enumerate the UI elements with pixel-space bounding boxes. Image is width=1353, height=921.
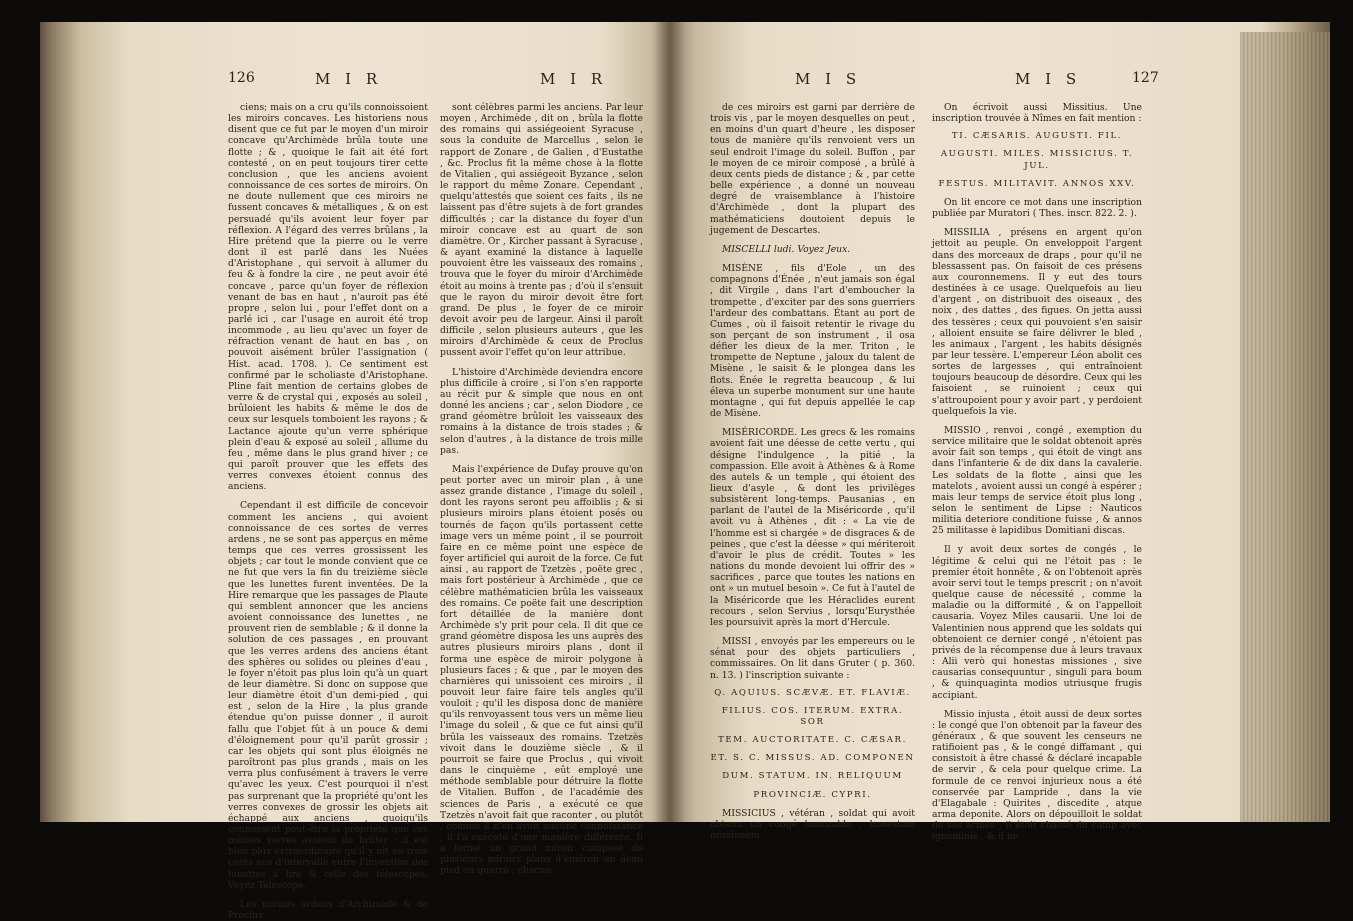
book-gutter (655, 22, 685, 822)
paragraph: MISSICIUS , vétéran , soldat qui avoit obtenu un congé honorable , honestam missionem. (710, 807, 915, 842)
running-head-left-1: M I R (315, 70, 383, 88)
right-column-2 (932, 102, 1142, 843)
paragraph: On lit encore ce mot dans une inscription publiée par Muratori ( Thes. inscr. 822. 2. ). (932, 196, 1142, 220)
running-head-left-2: M I R (540, 70, 608, 88)
page-number-right: 127 (1132, 70, 1159, 86)
inscription-line: FESTUS. MILITAVIT. ANNOS XXV. (938, 178, 1136, 189)
left-column-1 (228, 102, 428, 921)
inscription-line: Q. AQUIUS. SCÆVÆ. ET. FLAVIÆ. (714, 687, 911, 698)
running-head-right-2: M I S (1015, 70, 1082, 88)
paragraph: L'histoire d'Archimède deviendra encore plus difficile à croire , si l'on s'en rapporte au récit pur & simple que nous en ont donné les anciens ; car , selon Diodore , ce grand géomètre brûloit les vaisseaux des romains à la distance de trois stades ; & selon d'autres , à la distance de trois mille pas. (440, 366, 643, 456)
right-column-1 (710, 102, 915, 842)
paragraph: Missio injusta , étoit aussi de deux sortes : le congé que l'on obtenoit par la faveur des généraux , & que souvent les censeurs ne ratifioient pas , & le congé diffamant , qui consistoit à être chassé & déclaré incapable de servir , & cela pour quelque crime. La formule de ce renvoi injurieux nous a été conservée par Lampride , dans la vie d'Elagabale : Quirites , discedite , atque arma deponite. Alors on dépouilloit le soldat de ses armes , il étoit chassé du camp avec ignominie , & il ne (932, 708, 1142, 843)
paragraph: sont célèbres parmi les anciens. Par leur moyen , Archimède , dit on , brûla la flotte des romains qui assiégeoient Syracuse , sous la conduite de Marcellus , selon le rapport de Zonare , de Galien , d'Eustathe , &c. Proclus fit la même chose à la flotte de Vitalien , qui assiégeoit Byzance , selon le rapport du même Zonare. Cependant , quelqu'attestés que soient ces faits , ils ne laissent pas d'être sujets à de fort grandes difficultés ; car la distance du foyer d'un miroir concave est au quart de son diamètre. Or , Kircher passant à Syracuse , & ayant examiné la distance à laquelle pouvoient être les vaisseaux des romains , trouva que le foyer du miroir d'Archimède étoit au moins à trente pas ; d'où il s'ensuit que le rayon du miroir devoit être fort grand. De plus , le foyer de ce miroir devoit avoir peu de largeur. Ainsi il paroît difficile , selon plusieurs auteurs , que les miroirs d'Archimède & ceux de Proclus pussent avoir l'effet qu'on leur attribue. (440, 102, 643, 359)
right-page (670, 22, 1330, 843)
running-head-right-1: M I S (795, 70, 862, 88)
paragraph: Il y avoit deux sortes de congés , le légitime & celui qui ne l'étoit pas : le premier étoit honnête , & on l'obtenoit après avoir servi tout le temps prescrit ; on n'avoit quelque cause de nécessité , comme la maladie ou la difformité , & on l'appelloit causaria. Voyez Miles causarii. Une loi de Valentinien nous apprend que les soldats qui obtenoient ce dernier congé , n'étoient pas privés de la récompense due à leurs travaux : Alii verò qui honestas missiones , sive causarias consequuntur , singuli para boum , & quinquaginta modios utriusque frugis accipiant. (932, 544, 1142, 701)
inscription-line: AUGUSTI. MILES. MISSICIUS. T. JUL. (940, 149, 1134, 171)
left-column-2 (440, 102, 643, 877)
inscription-line: PROVINCIÆ. CYPRI. (753, 789, 872, 800)
paragraph: MISÉRICORDE. Les grecs & les romains avoient fait une déesse de cette vertu , qui désigne l'indulgence , la pitié , la compassion. Elle avoit à Athènes & à Rome des autels & un temple , qui étoient des lieux d'asyle , & dont les privilèges subsistèrent long-temps. Pausanias , en parlant de l'autel de la Miséricorde , qu'il avoit vu à Athènes , dit : « La vie de l'homme est si chargée » de disgraces & de peines , que c'est la déesse » qui mériteroit d'avoir le plus de crédit. Toutes » les nations du monde devoient lui offrir des » sacrifices , parce que toutes les nations en ont » un mutuel besoin ». Ce fut à l'autel de la Miséricorde que les Héraclides eurent recours , selon Servius , lorsqu'Eurysthée les poursuivit après la mort d'Hercule. (710, 427, 915, 628)
page-number-left: 126 (228, 70, 255, 86)
left-page (40, 22, 670, 921)
paragraph: ciens; mais on a cru qu'ils connoissoient les miroirs concaves. Les historiens nous disent que ce fut par le moyen d'un miroir concave qu'Archimède brûla toute une flotte ; & , quoique le fait ait été fort contesté , on en peut toujours tirer cette conclusion , que les anciens avoient connoissance de ces sortes de miroirs. On ne doute nullement que ces miroirs ne fussent concaves & métalliques , & on est persuadé qu'ils avoient leur foyer par réflexion. A l'égard des verres brûlans , la Hire prétend que la pierre ou le verre dont il est parlé dans les Nuées d'Aristophane , qui servoit à allumer du feu & à fondre la cire , ne peut avoir été concave , parce qu'un foyer de réflexion venant de bas en haut , n'auroit pas été propre , selon lui , pour l'effet dont on a parlé ici , car l'usage en auroit été trop incommode , au lieu qu'avec un foyer de réfraction venant de haut en bas , on pouvoit aisément brûler l'assignation ( Hist. acad. 1708. ). Ce sentiment est confirmé par le scholiaste d'Aristophane. Pline fait mention de certains globes de verre & de crystal qui , exposés au soleil , brûloient les habits & même le dos de ceux sur lesquels tomboient les rayons ; & Lactance ajoute qu'un verre sphérique plein d'eau & exposé au soleil , allume du feu , même dans le plus grand hiver ; ce qui paroît prouver que les effets des verres convexes étoient connus des anciens. (228, 102, 428, 493)
paragraph: MISSILIA , présens en argent qu'on jettoit au peuple. On enveloppoit l'argent dans des morceaux de draps , pour qu'il ne blessassent pas. On faisoit de ces présens aux couronnemens. Il y eut des tours destinées à ce usage. Quelquefois au lieu d'argent , on distribuoit des oiseaux , des noix , des dattes , des figues. On jetta aussi des tessères ; ceux qui pouvoient s'en saisir , alloient ensuite se faire délivrer le bled , les animaux , l'argent , les habits désignés par leur tessère. L'empereur Léon abolit ces sortes de largesses , qui entraînoient toujours beaucoup de désordre. Ceux qui les faisoient , se ruinoient ; ceux qui s'attroupoient pour y avoir part , y perdoient quelquefois la vie. (932, 227, 1142, 417)
paragraph: Les miroirs ardens d'Archimède & de Proclus (228, 898, 428, 921)
paragraph: Mais l'expérience de Dufay prouve qu'on peut porter avec un miroir plan , à une assez grande distance , l'image du soleil , dont les rayons seront peu affoiblis ; & si plusieurs miroirs plans étoient posés ou tournés de façon qu'ils portassent cette image vers un même point , il se pourroit faire en ce même point une espèce de foyer artificiel qui auroit de la force. Ce fut ainsi , au rapport de Tzetzès , poëte grec , mais fort postérieur à Archimède , que ce célèbre mathématicien brûla les vaisseaux des romains. Ce poëte fait une description fort détaillée de la manière dont Archimède s'y prit pour cela. Il dit que ce grand géomètre disposa les uns auprès des autres plusieurs miroirs plans , dont il forma une espèce de miroir polygone à plusieurs faces ; & que , par le moyen des charnières qui unissoient ces miroirs , il pouvoit leur faire faire tels angles qu'il vouloit ; qu'il les disposa donc de manière qu'ils renvoyassent tous vers un même lieu l'image du soleil , & que ce fut ainsi qu'il brûla les vaisseaux des romains. Tzetzès vivoit dans le douzième siècle , & il pourroit se faire que Proclus , qui vivoit dans le cinquième , eût employé une méthode semblable pour détruire la flotte de Vitalien. Buffon , de l'académie des sciences de Paris , a exécuté ce que Tzetzès n'avoit fait que raconter , ou plutôt , comme il n'en avoit aucune connoissance , il l'a exécuté d'une manière différente. Il a formé un grand miroir composé de plusieurs miroirs plans d'environ un demi pied en quarré ; chacun (440, 463, 643, 877)
inscription-line: FILIUS. COS. ITERUM. EXTRA. SOR (721, 705, 904, 727)
inscription-line: TI. CÆSARIS. AUGUSTI. FIL. (951, 131, 1123, 142)
page-fore-edge (1240, 32, 1330, 822)
paragraph: MISSIO , renvoi , congé , exemption du service militaire que le soldat obtenoit après avoir fait son temps , qui étoit de vingt ans dans l'infanterie & de dix dans la cavalerie. Les soldats de la flotte , ainsi que les matelots , avoient aussi un congé à espérer ; mais leur temps de service étoit plus long , selon le sentiment de Lipse : Nauticos militia deteriore conditione fuisse , & annos 25 militasse è lapidibus Domitiani discas. (932, 424, 1142, 537)
paragraph: MISSI , envoyés par les empereurs ou le sénat pour des objets particuliers , commissaires. On lit dans Gruter ( p. 360. n. 13. ) l'inscription suivante : (710, 636, 915, 681)
paragraph: MISÈNE , fils d'Eole , un des compagnons d'Énée , n'eut jamais son égal , dit Virgile , dans l'art d'emboucher la trompette , d'exciter par des sons guerriers l'ardeur des combattans. Étant au port de Cumes , où il faisoit retentir le rivage du son perçant de son instrument , il osa défier les dieux de la mer. Triton , le trompette de Neptune , jaloux du talent de Misène , le saisit & le plongea dans les flots. Énée le regretta beaucoup , & lui éleva un superbe monument sur une haute montagne , qui fut depuis appellée le cap de Misène. (710, 263, 915, 420)
cross-reference: MISCELLI ludi. Voyez Jeux. (722, 243, 851, 255)
inscription-line: DUM. STATUM. IN. RELIQUUM (722, 771, 903, 782)
open-book (40, 22, 1330, 921)
paragraph: de ces miroirs est garni par derrière de trois vis , par le moyen desquelles on peut , en moins d'un quart d'heure , les disposer tous de manière qu'ils renvoient vers un seul endroit l'image du soleil. Buffon , par le moyen de ce miroir composé , a brûlé à deux cents pieds de distance ; & , par cette belle expérience , a donné un nouveau degré de vraisemblance à l'histoire d'Archimède , dont la plupart des mathématiciens doutoient depuis le jugement de Descartes. (710, 102, 915, 236)
paragraph: Cependant il est difficile de concevoir comment les anciens , qui avoient connoissance de ces sortes de verres ardens , ne se sont pas apperçus en même temps que ces verres grossissent les objets ; car tout le monde convient que ce ne fut que vers la fin du treizième siècle que les lunettes furent inventées. De la Hire remarque que les passages de Plaute qui semblent annoncer que les anciens avoient connoissance des lunettes , ne prouvent rien de semblable ; & il donne la solution de ces passages , en prouvant que les verres ardens des anciens étant des sphères ou solides ou pleines d'eau , le foyer n'étoit pas plus loin qu'à un quart de leur diamètre. Si donc on suppose que leur diamètre étoit d'un demi-pied , qui est , selon de la Hire , la plus grande étendue qu'on puisse donner , il auroit fallu que l'objet fût à un pouce & demi d'éloignement pour qu'il parût grossir ; car les objets qui sont plus éloignés ne paroîtront pas plus grands , mais on les verra plus confusément à travers le verre qu'avec les yeux. C'est pourquoi il n'est pas surprenant que la propriété qu'ont les verres convexes de grossir les objets ait échappé aux anciens , quoiqu'ils connussent peut-être la propriété que ces mêmes verres avoient de brûler : il est bien plus extraordinaire qu'il y ait eu trois cents ans d'intervalle entre l'invention des lunettes à lire & celle des télescopes. Voyez Télescope. (228, 500, 428, 891)
inscription-line: ET. S. C. MISSUS. AD. COMPONEN (710, 753, 915, 764)
inscription-line: TEM. AUCTORITATE. C. CÆSAR. (718, 735, 907, 746)
paragraph: On écrivoit aussi Missitius. Une inscription trouvée à Nîmes en fait mention : (932, 102, 1142, 125)
